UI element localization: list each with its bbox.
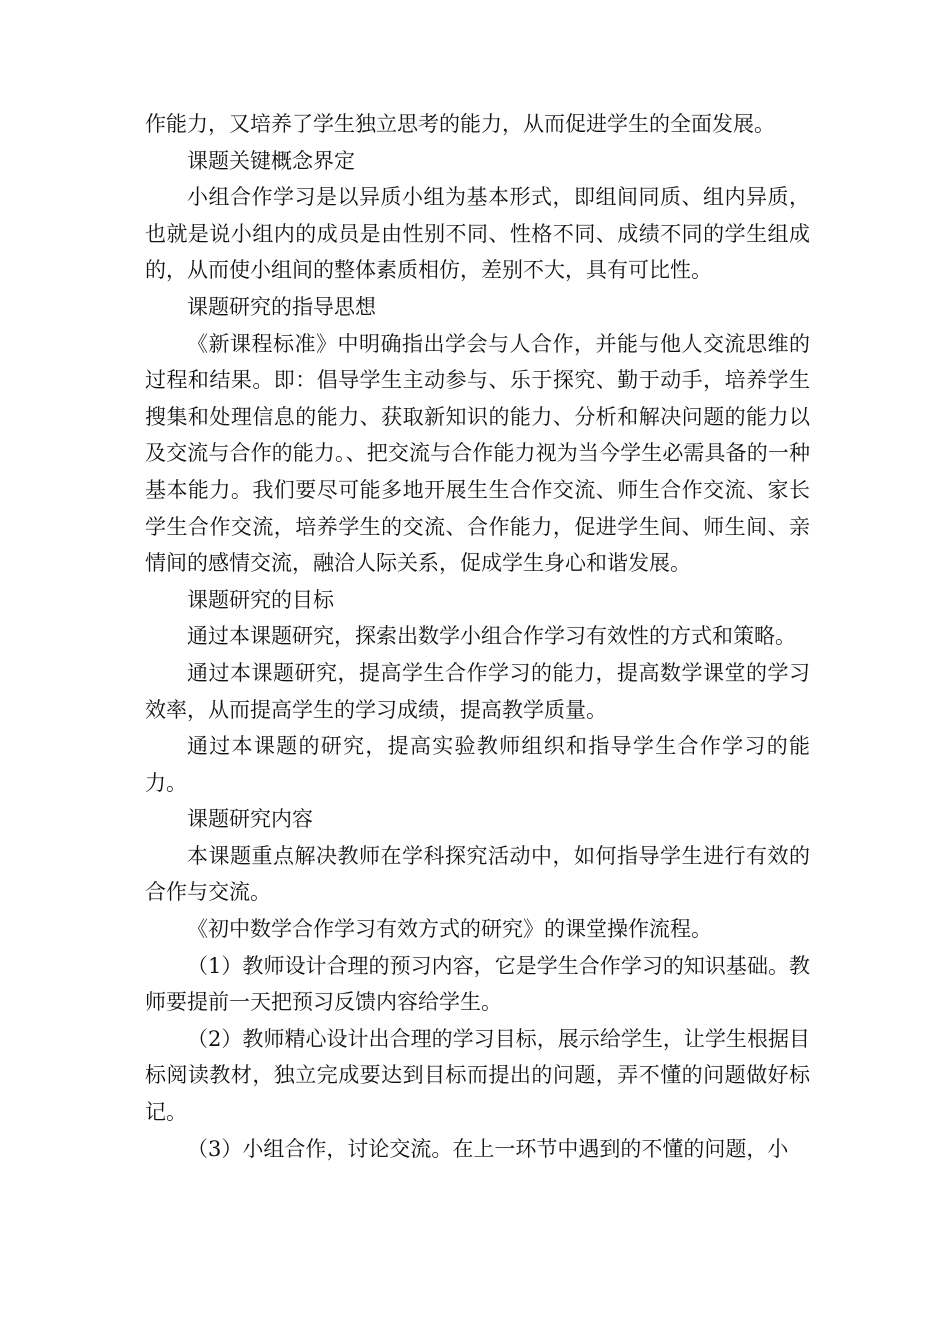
paragraph-step-3: （3）小组合作，讨论交流。在上一环节中遇到的不懂的问题，小 bbox=[187, 1136, 789, 1161]
paragraph-key-concepts: 小组合作学习是以异质小组为基本形式，即组间同质、组内异质，也就是说小组内的成员是由性别不同、性格不同、成绩不同的学生组成的，从而使小组间的整体素质相仿，差别不大，具有可比性。 bbox=[145, 185, 810, 283]
paragraph-guiding-ideas: 《新课程标准》中明确指出学会与人合作，并能与他人交流思维的过程和结果。即：倡导学生主动参与、乐于探究、勤于动手，培养学生搜集和处理信息的能力、获取新知识的能力、分析和解决问题的能力以及交流与合作的能力。、把交流与合作能力视为当今学生必需具备的一种基本能力。我们要尽可能多地开展生生合作交流、师生合作交流、家长学生合作交流，培养学生的交流、合作能力，促进学生间、师生间、亲情间的感情交流，融洽人际关系，促成学生身心和谐发展。 bbox=[145, 331, 810, 576]
heading-guiding-ideas: 课题研究的指导思想 bbox=[187, 294, 376, 319]
paragraph-step-2: （2）教师精心设计出合理的学习目标，展示给学生，让学生根据目标阅读教材，独立完成要达到目标而提出的问题，弄不懂的问题做好标记。 bbox=[145, 1026, 810, 1125]
paragraph-goal-3: 通过本课题的研究，提高实验教师组织和指导学生合作学习的能力。 bbox=[145, 734, 810, 795]
heading-key-concepts: 课题关键概念界定 bbox=[187, 148, 355, 173]
heading-research-content: 课题研究内容 bbox=[187, 807, 313, 832]
paragraph-research-content: 本课题重点解决教师在学科探究活动中，如何指导学生进行有效的合作与交流。 bbox=[145, 843, 810, 905]
paragraph-step-1: （1）教师设计合理的预习内容，它是学生合作学习的知识基础。教师要提前一天把预习反馈内容给学生。 bbox=[145, 953, 810, 1015]
paragraph-goal-2: 通过本课题研究，提高学生合作学习的能力，提高数学课堂的学习效率，从而提高学生的学习成绩，提高教学质量。 bbox=[145, 660, 810, 722]
paragraph-continuation: 作能力，又培养了学生独立思考的能力，从而促进学生的全面发展。 bbox=[145, 112, 775, 136]
heading-research-goals: 课题研究的目标 bbox=[187, 587, 334, 612]
paragraph-classroom-flow: 《初中数学合作学习有效方式的研究》的课堂操作流程。 bbox=[187, 917, 712, 942]
paragraph-goal-1: 通过本课题研究，探索出数学小组合作学习有效性的方式和策略。 bbox=[187, 624, 796, 649]
document-page bbox=[145, 106, 810, 1167]
